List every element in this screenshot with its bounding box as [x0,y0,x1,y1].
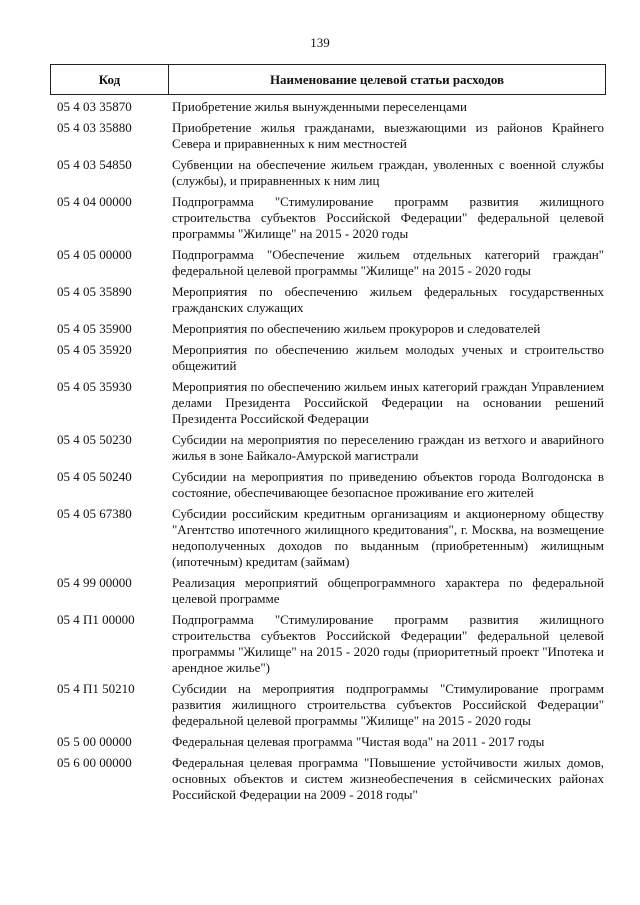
row-code: 05 6 00 00000 [57,755,132,770]
page-number: 139 [310,35,330,50]
row-code: 05 4 03 35870 [57,99,132,114]
row-name: Приобретение жилья гражданами, выезжающими из районов Крайнего Севера и приравненных к ним местностей [172,120,604,151]
table-row [50,575,606,607]
table-body [50,95,606,803]
row-code: 05 4 05 35930 [57,379,132,394]
row-code: 05 4 03 35880 [57,120,132,135]
row-code: 05 4 05 50230 [57,432,132,447]
row-name: Субвенции на обеспечение жильем граждан, уволенных с военной службы (службы), и приравненных к ним лиц [172,157,604,188]
table-row [50,99,606,115]
row-code: 05 4 П1 50210 [57,681,135,696]
table-row [50,194,606,242]
table-row [50,612,606,676]
row-code: 05 4 04 00000 [57,194,132,209]
table-row [50,469,606,501]
table-row [50,120,606,152]
row-name: Мероприятия по обеспечению жильем иных категорий граждан Управлением делами Президента Российской Федерации на основании решений Президента Российской Федерации [172,379,604,426]
header-code: Код [51,65,169,94]
row-name: Мероприятия по обеспечению жильем прокуроров и следователей [172,321,541,336]
table-row [50,432,606,464]
row-code: 05 4 05 35900 [57,321,132,336]
row-name: Реализация мероприятий общепрограммного характера по федеральной целевой программе [172,575,604,606]
header-name: Наименование целевой статьи расходов [269,71,505,87]
row-name: Федеральная целевая программа "Чистая вода" на 2011 - 2017 годы [172,734,545,749]
row-name: Мероприятия по обеспечению жильем федеральных государственных гражданских служащих [172,284,604,315]
row-code: 05 4 П1 00000 [57,612,135,627]
row-name: Федеральная целевая программа "Повышение устойчивости жилых домов, основных объектов и систем жизнеобеспечения в сейсмических районах Российской Федерации на 2009 - 2018 годы" [172,755,604,802]
table-row [50,284,606,316]
table-row [50,247,606,279]
row-code: 05 4 03 54850 [57,157,132,172]
row-name: Субсидии на мероприятия по переселению граждан из ветхого и аварийного жилья в зоне Байкало-Амурской магистрали [172,432,604,463]
row-name: Подпрограмма "Обеспечение жильем отдельных категорий граждан" федеральной целевой программы "Жилище" на 2015 - 2020 годы [172,247,604,278]
row-name: Субсидии российским кредитным организациям и акционерному обществу "Агентство ипотечного жилищного кредитования", г. Москва, на возмещение недополученных доходов по выданным (приобретенным) жилищным (ипотечным) кредитам (займам) [172,506,604,569]
row-code: 05 4 05 67380 [57,506,132,521]
table-row [50,755,606,803]
row-name: Субсидии на мероприятия подпрограммы "Стимулирование программ развития жилищного строительства субъектов Российской Федерации" федеральной целевой программы "Жилище" на 2015 - 2020 годы [172,681,604,728]
row-code: 05 4 05 35920 [57,342,132,357]
table-row [50,734,606,750]
table-row [50,681,606,729]
row-name: Приобретение жилья вынужденными переселенцами [172,99,467,114]
table-row [50,321,606,337]
table-header [50,64,606,95]
row-code: 05 4 05 00000 [57,247,132,262]
table-row [50,157,606,189]
table-row [50,342,606,374]
budget-table [50,64,606,808]
row-code: 05 4 05 35890 [57,284,132,299]
row-name: Субсидии на мероприятия по приведению объектов города Волгодонска в состояние, обеспечивающее безопасное проживание его жителей [172,469,604,500]
row-name: Мероприятия по обеспечению жильем молодых ученых и строительство общежитий [172,342,604,373]
row-code: 05 5 00 00000 [57,734,132,749]
table-row [50,506,606,570]
row-name: Подпрограмма "Стимулирование программ развития жилищного строительства субъектов Российской Федерации" федеральной целевой программы "Жилище" на 2015 - 2020 годы (приоритетный проект "Ипотека и арендное жилье") [172,612,604,675]
table-row [50,379,606,427]
row-name: Подпрограмма "Стимулирование программ развития жилищного строительства субъектов Российской Федерации" федеральной целевой программы "Жилище" на 2015 - 2020 годы [172,194,604,241]
row-code: 05 4 99 00000 [57,575,132,590]
row-code: 05 4 05 50240 [57,469,132,484]
